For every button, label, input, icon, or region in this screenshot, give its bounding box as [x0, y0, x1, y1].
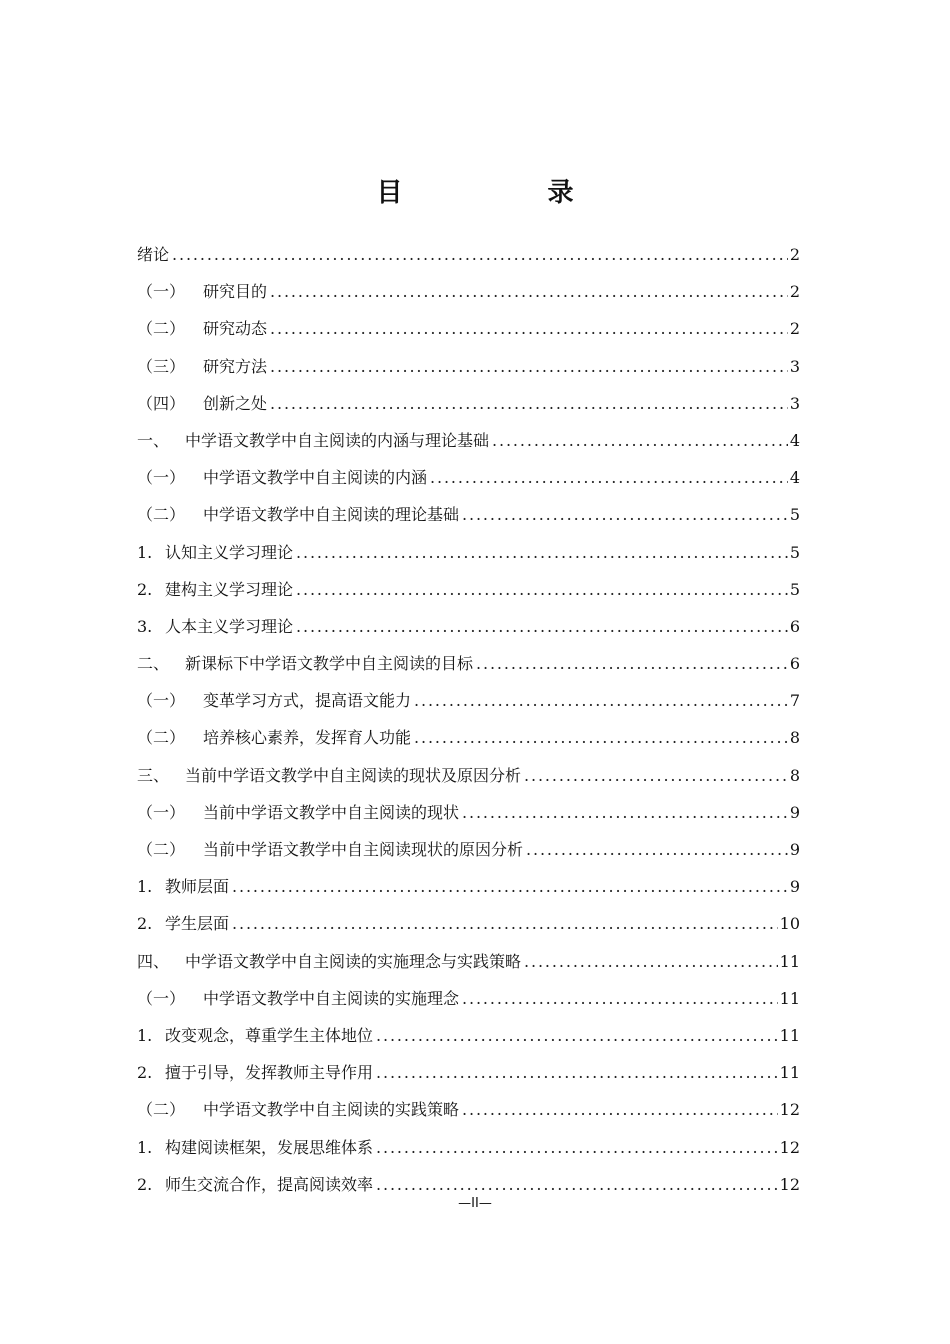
- toc-entry[interactable]: [137, 757, 800, 794]
- toc-leader-dots: [270, 310, 788, 347]
- toc-leader-dots: [296, 571, 788, 608]
- toc-leader-dots: [524, 757, 788, 794]
- page-number-footer: —II—: [458, 1196, 492, 1211]
- toc-entry-page-number: 6: [789, 616, 800, 636]
- toc-entry-number: 2.: [137, 579, 153, 599]
- toc-entry-page-number: 8: [789, 728, 800, 748]
- toc-leader-dots: [462, 980, 778, 1017]
- toc-entry-text: 中学语文教学中自主阅读的实践策略: [203, 1100, 460, 1120]
- toc-entry-number: （一）: [137, 282, 186, 302]
- toc-entry-label: [137, 496, 459, 533]
- toc-entry-text: 当前中学语文教学中自主阅读的现状: [203, 802, 460, 822]
- toc-leader-dots: [376, 1017, 778, 1054]
- toc-entry-label: [137, 273, 267, 310]
- toc-leader-dots: [270, 273, 788, 310]
- toc-leader-dots: [414, 682, 788, 719]
- toc-entry[interactable]: [137, 868, 800, 905]
- toc-title: 目 录: [376, 178, 642, 208]
- toc-entry-number: 二、: [137, 654, 170, 674]
- toc-entry[interactable]: [137, 385, 800, 422]
- toc-leader-dots: [414, 719, 788, 756]
- toc-entry-text: 当前中学语文教学中自主阅读现状的原因分析: [203, 840, 524, 859]
- table-of-contents: [137, 236, 800, 1203]
- toc-leader-dots: [376, 1054, 778, 1091]
- toc-entry-number: 2.: [137, 914, 153, 934]
- toc-entry[interactable]: [137, 1017, 800, 1054]
- toc-entry-page-number: 9: [789, 877, 800, 897]
- toc-entry-page-number: 9: [789, 840, 800, 859]
- toc-entry-number: 3.: [137, 616, 153, 636]
- toc-entry-label: [137, 310, 267, 347]
- toc-entry-number: 一、: [137, 430, 170, 450]
- toc-entry-text: 绪论: [137, 245, 170, 264]
- toc-entry-text: 中学语文教学中自主阅读的理论基础: [203, 505, 460, 525]
- toc-entry-text: 构建阅读框架，发展思维体系: [165, 1137, 374, 1157]
- toc-entry[interactable]: [137, 571, 800, 608]
- toc-entry-number: （二）: [137, 840, 186, 859]
- toc-entry[interactable]: [137, 1054, 800, 1091]
- toc-entry[interactable]: [137, 496, 800, 533]
- toc-entry-number: 2.: [137, 1174, 153, 1194]
- toc-entry-label: [137, 348, 267, 385]
- toc-entry-text: 人本主义学习理论: [165, 616, 294, 636]
- toc-entry-label: [137, 571, 293, 608]
- toc-entry-number: （二）: [137, 505, 186, 525]
- toc-entry[interactable]: [137, 1091, 800, 1128]
- toc-leader-dots: [296, 534, 788, 571]
- toc-entry-label: [137, 868, 229, 905]
- toc-entry-number: （二）: [137, 319, 186, 339]
- toc-entry[interactable]: [137, 905, 800, 942]
- toc-entry-page-number: 12: [779, 1137, 800, 1157]
- toc-entry-label: [137, 1054, 373, 1091]
- toc-entry-page-number: 11: [779, 1063, 800, 1083]
- toc-leader-dots: [376, 1129, 778, 1166]
- toc-leader-dots: [526, 831, 788, 868]
- toc-entry-page-number: 9: [789, 802, 800, 822]
- toc-entry-text: 学生层面: [165, 914, 230, 934]
- toc-entry-text: 中学语文教学中自主阅读的实施理念: [203, 988, 460, 1008]
- toc-entry-page-number: 8: [789, 765, 800, 785]
- toc-entry-label: [137, 385, 267, 422]
- toc-entry[interactable]: [137, 608, 800, 645]
- toc-leader-dots: [270, 385, 788, 422]
- toc-entry-text: 认知主义学习理论: [165, 542, 294, 562]
- toc-entry-label: [137, 943, 521, 980]
- toc-leader-dots: [524, 943, 778, 980]
- toc-entry-text: 改变观念，尊重学生主体地位: [165, 1025, 374, 1045]
- toc-entry-number: 三、: [137, 765, 170, 785]
- toc-entry[interactable]: [137, 831, 800, 868]
- toc-entry-number: 2.: [137, 1063, 153, 1083]
- toc-entry-page-number: 3: [789, 356, 800, 376]
- toc-entry-page-number: 5: [789, 542, 800, 562]
- toc-entry-number: （三）: [137, 356, 186, 376]
- toc-entry[interactable]: [137, 794, 800, 831]
- toc-entry-page-number: 2: [789, 245, 800, 264]
- toc-leader-dots: [430, 459, 788, 496]
- toc-entry-number: （一）: [137, 802, 186, 822]
- toc-entry-label: [137, 459, 427, 496]
- toc-entry-page-number: 12: [779, 1174, 800, 1194]
- toc-leader-dots: [462, 1091, 778, 1128]
- toc-entry-page-number: 3: [789, 393, 800, 413]
- toc-entry-text: 教师层面: [165, 877, 230, 897]
- toc-entry-text: 培养核心素养，发挥育人功能: [203, 728, 412, 748]
- toc-entry-text: 擅于引导，发挥教师主导作用: [165, 1063, 374, 1083]
- toc-entry-page-number: 2: [789, 282, 800, 302]
- toc-entry-text: 中学语文教学中自主阅读的内涵与理论基础: [185, 430, 490, 450]
- toc-entry-label: [137, 1017, 373, 1054]
- toc-entry-label: [137, 831, 523, 868]
- toc-entry-label: [137, 534, 293, 571]
- toc-entry[interactable]: [137, 1129, 800, 1166]
- toc-entry[interactable]: [137, 719, 800, 756]
- toc-entry-label: [137, 980, 459, 1017]
- toc-entry-label: [137, 1129, 373, 1166]
- toc-entry[interactable]: [137, 534, 800, 571]
- toc-leader-dots: [296, 608, 788, 645]
- toc-entry-number: （一）: [137, 691, 186, 711]
- toc-leader-dots: [172, 236, 788, 273]
- toc-entry-page-number: 6: [789, 654, 800, 674]
- toc-entry-number: （一）: [137, 988, 186, 1008]
- toc-entry-number: （二）: [137, 728, 186, 748]
- toc-entry-number: （一）: [137, 468, 186, 488]
- toc-entry[interactable]: [137, 236, 800, 273]
- toc-entry[interactable]: [137, 682, 800, 719]
- toc-entry-number: 1.: [137, 877, 153, 897]
- toc-entry-label: [137, 757, 521, 794]
- toc-entry-label: [137, 236, 169, 273]
- toc-entry-number: 四、: [137, 951, 170, 971]
- toc-entry-text: 师生交流合作，提高阅读效率: [165, 1174, 374, 1194]
- toc-entry[interactable]: [137, 645, 800, 682]
- toc-entry-page-number: 5: [789, 579, 800, 599]
- toc-entry-text: 当前中学语文教学中自主阅读的现状及原因分析: [185, 765, 522, 785]
- toc-entry-page-number: 4: [789, 468, 800, 488]
- toc-entry-text: 中学语文教学中自主阅读的实施理念与实践策略: [185, 951, 522, 971]
- toc-leader-dots: [232, 905, 778, 942]
- toc-entry-label: [137, 905, 229, 942]
- toc-entry[interactable]: [137, 980, 800, 1017]
- toc-entry-page-number: 11: [779, 951, 800, 971]
- toc-entry-page-number: 10: [779, 914, 800, 934]
- toc-entry[interactable]: [137, 310, 800, 347]
- toc-entry-text: 研究方法: [203, 356, 268, 376]
- toc-entry-page-number: 7: [789, 691, 800, 711]
- toc-entry-label: [137, 682, 411, 719]
- toc-entry-number: 1.: [137, 1137, 153, 1157]
- toc-leader-dots: [462, 794, 788, 831]
- toc-entry-text: 变革学习方式，提高语文能力: [203, 691, 412, 711]
- toc-entry-number: 1.: [137, 542, 153, 562]
- toc-entry[interactable]: [137, 348, 800, 385]
- toc-entry-text: 建构主义学习理论: [165, 579, 294, 599]
- toc-entry-number: 1.: [137, 1025, 153, 1045]
- toc-entry[interactable]: [137, 943, 800, 980]
- toc-entry-label: [137, 719, 411, 756]
- toc-entry-text: 创新之处: [203, 393, 268, 413]
- toc-leader-dots: [462, 496, 788, 533]
- toc-entry-label: [137, 1091, 459, 1128]
- toc-entry-label: [137, 422, 489, 459]
- toc-entry-page-number: 11: [779, 988, 800, 1008]
- toc-entry-text: 研究动态: [203, 319, 268, 339]
- toc-leader-dots: [270, 348, 788, 385]
- toc-entry[interactable]: [137, 273, 800, 310]
- toc-entry[interactable]: [137, 422, 800, 459]
- toc-leader-dots: [476, 645, 788, 682]
- toc-entry-page-number: 2: [789, 319, 800, 339]
- toc-entry-page-number: 4: [789, 430, 800, 450]
- toc-entry-text: 新课标下中学语文教学中自主阅读的目标: [185, 654, 474, 674]
- toc-entry[interactable]: [137, 459, 800, 496]
- toc-entry-text: 研究目的: [203, 282, 268, 302]
- toc-entry-text: 中学语文教学中自主阅读的内涵: [203, 468, 428, 488]
- toc-entry-label: [137, 645, 473, 682]
- toc-leader-dots: [232, 868, 788, 905]
- toc-entry-label: [137, 794, 459, 831]
- toc-entry-page-number: 11: [779, 1025, 800, 1045]
- toc-entry-number: （二）: [137, 1100, 186, 1120]
- toc-entry-number: （四）: [137, 393, 186, 413]
- toc-leader-dots: [492, 422, 788, 459]
- toc-entry-page-number: 12: [779, 1100, 800, 1120]
- toc-entry-page-number: 5: [789, 505, 800, 525]
- toc-entry-label: [137, 608, 293, 645]
